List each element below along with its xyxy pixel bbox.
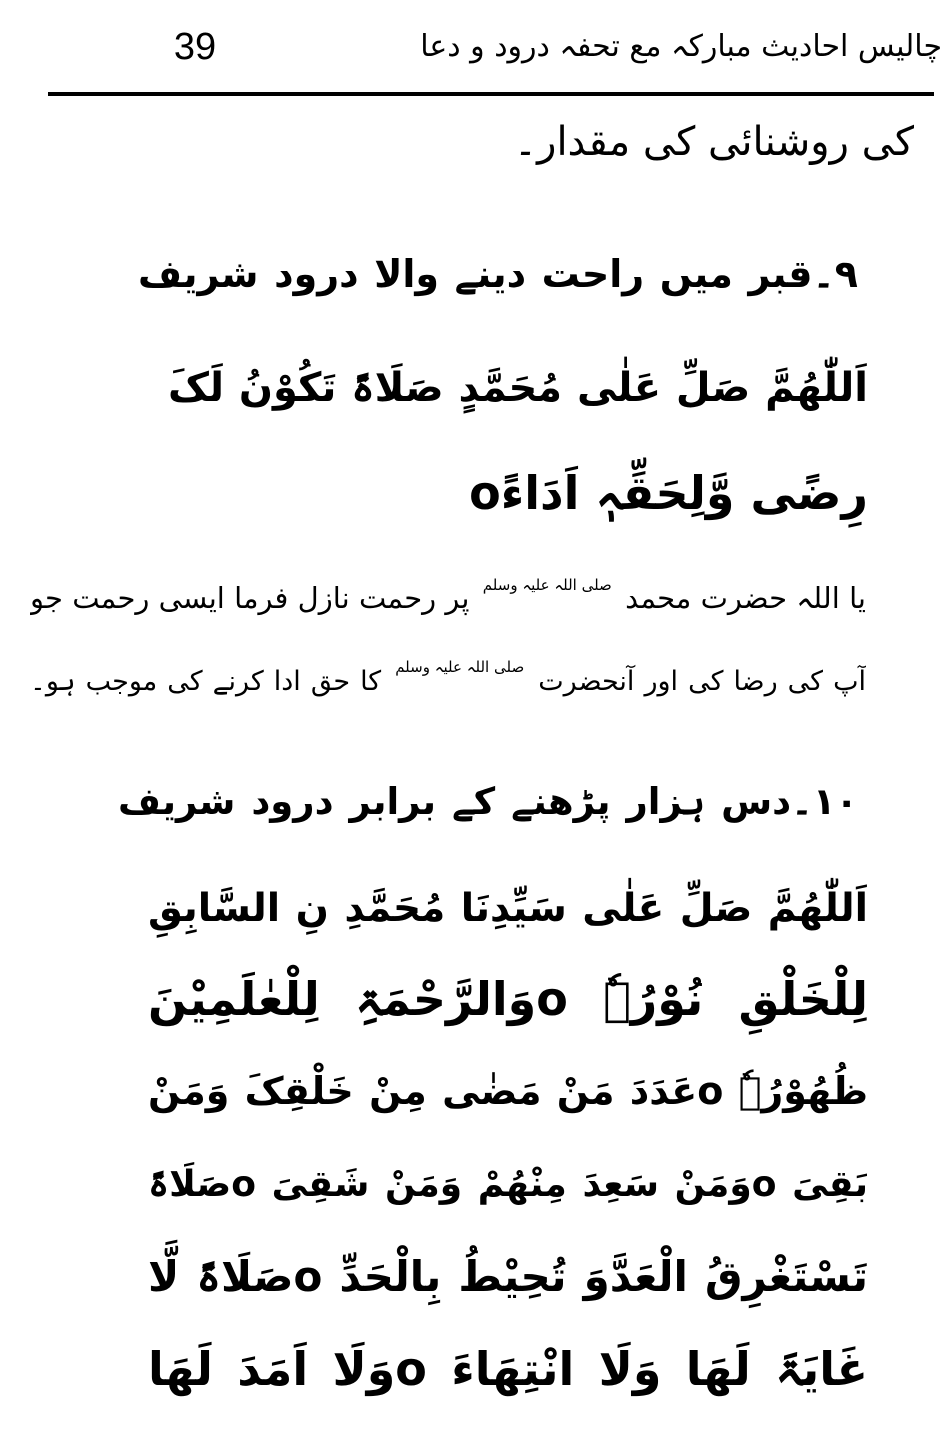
- section-9-arabic-line: رِضًی وَّلِحَقِّہٖ اَدَاءًo: [469, 466, 868, 520]
- translation-text: پر رحمت نازل فرما ایسی رحمت جو: [30, 581, 470, 615]
- section-10-arabic-line: ظُھُوْرُہٗ oعَدَدَ مَنْ مَضٰی مِنْ خَلْقِکَ وَمَنْ: [148, 1069, 868, 1113]
- running-header-title: چالیس احادیث مبارکہ مع تحفہ درود و دعا: [420, 29, 942, 64]
- section-9-translation-line: [30, 654, 866, 710]
- section-9-heading: ۹۔قبر میں راحت دینے والا درود شریف: [138, 252, 858, 296]
- section-10-arabic-line: بَقِیَ oوَمَنْ سَعِدَ مِنْھُمْ وَمَنْ شَقِیَ oصَلَاۃً: [148, 1164, 868, 1205]
- salutation-ligature: صلی اللہ علیہ وسلم: [395, 658, 525, 676]
- page-number: 39: [173, 26, 217, 68]
- section-9-translation-line: [30, 570, 866, 626]
- section-10-arabic-line: تَسْتَغْرِقُ الْعَدَّوَ تُحِیْطُ بِالْحَدِّ oصَلَاۃً لَّا: [148, 1252, 868, 1301]
- section-10-arabic-line: غَایَۃَ لَھَا وَلَا انْتِھَاءَ oوَلَا اَمَدَ لَھَا: [148, 1342, 868, 1396]
- section-10-heading: ۱۰۔دس ہزار پڑھنے کے برابر درود شریف: [118, 780, 858, 823]
- translation-text: یا اللہ حضرت محمد: [625, 581, 866, 615]
- header-divider: [48, 92, 934, 96]
- section-10-arabic-line: اَللّٰھُمَّ صَلِّ عَلٰی سَیِّدِنَا مُحَمَّدِ نِ السَّابِقِ: [148, 886, 868, 931]
- intro-line: کی روشنائی کی مقدار۔: [513, 119, 914, 165]
- section-10-arabic-line: لِلْخَلْقِ نُوْرُہٗ oوَالرَّحْمَۃِ لِلْعٰلَمِیْنَ: [148, 972, 868, 1026]
- salutation-ligature: صلی اللہ علیہ وسلم: [482, 576, 612, 594]
- translation-text: آپ کی رضا کی اور آنحضرت: [538, 666, 866, 697]
- section-9-arabic-line: اَللّٰھُمَّ صَلِّ عَلٰی مُحَمَّدٍ صَلَاۃً تَکُوْنُ لَکَ: [168, 365, 868, 411]
- translation-text: کا حق ادا کرنے کی موجب ہو۔: [30, 666, 382, 697]
